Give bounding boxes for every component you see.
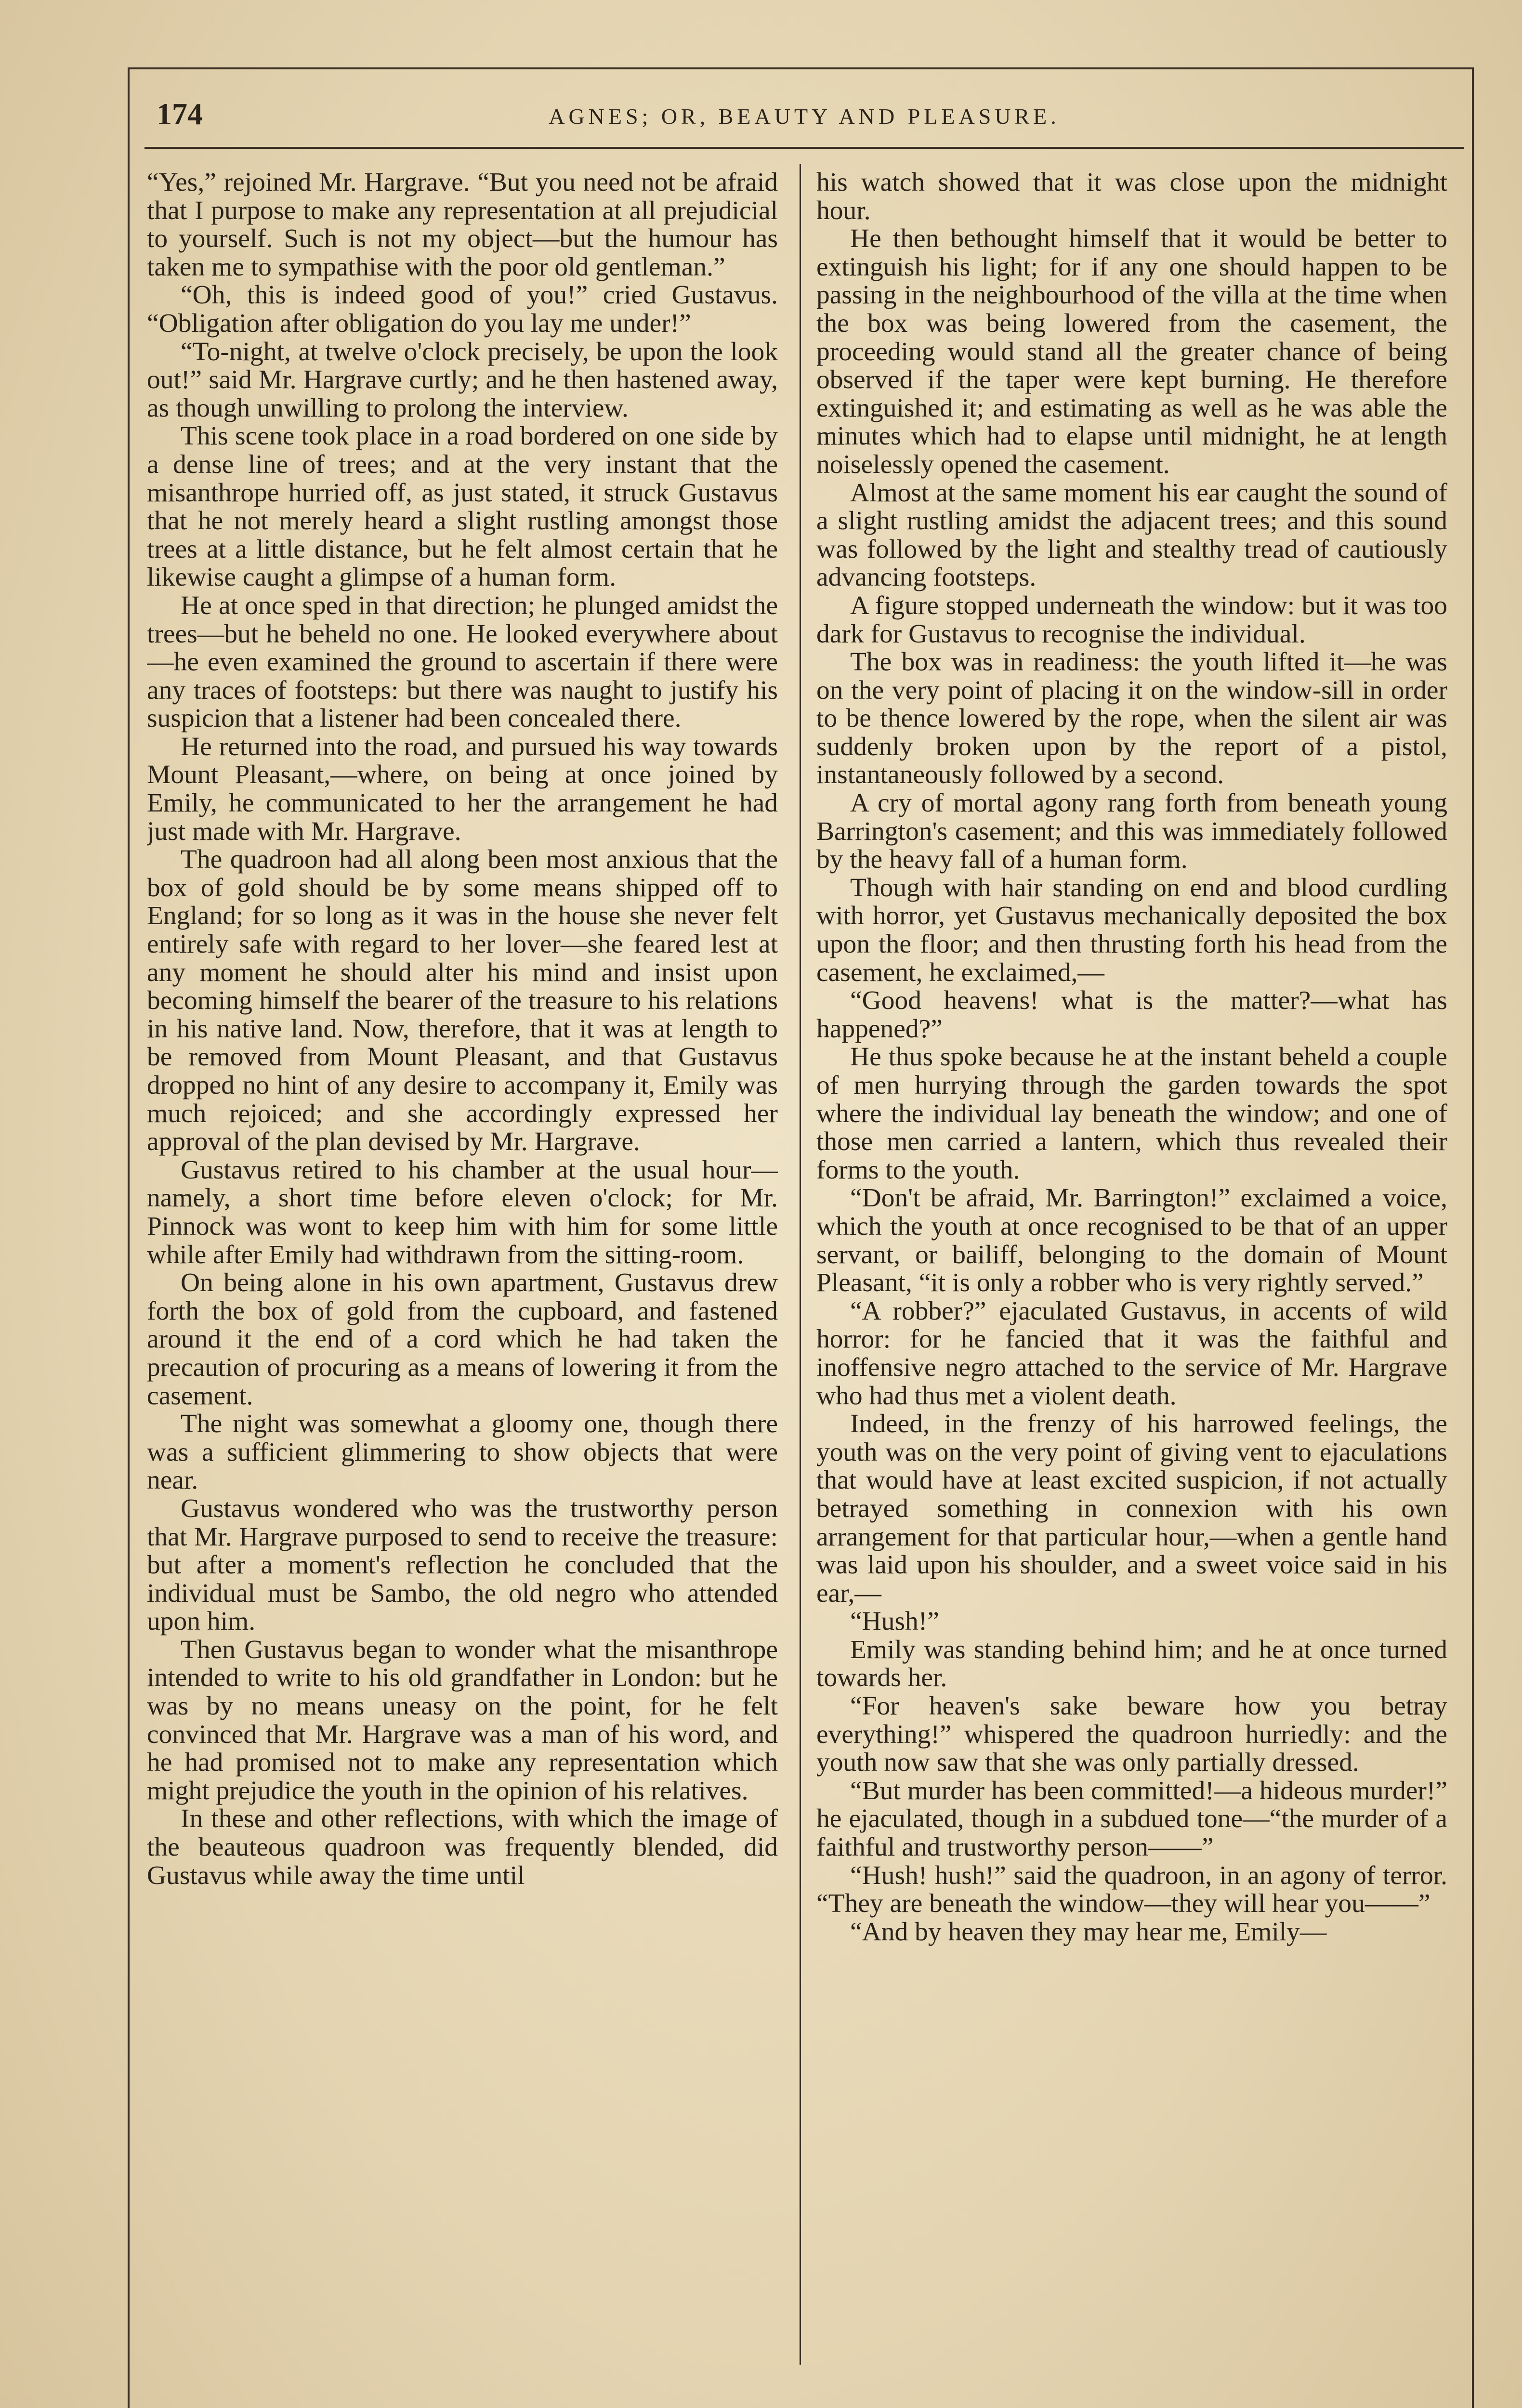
left-column [147, 169, 778, 2374]
top-border-rule [128, 67, 1474, 69]
header-rule [144, 147, 1464, 149]
paragraph: “Hush! hush!” said the quadroon, in an agony of terror. “They are beneath the window—they will hear you——” [816, 1860, 1447, 1919]
paragraph: Though with hair standing on end and blood curdling with horror, yet Gustavus mechanically deposited the box upon the floor; and then thrusting forth his head from the casement, he exclaimed,— [816, 873, 1447, 987]
paragraph: He then bethought himself that it would be better to extinguish his light; for if any one should happen to be passing in the neighbourhood of the villa at the time when the box was being lowered from the casement, the proceeding would stand all the greater chance of being observed if the taper were kept burning. He therefore extinguished it; and estimating as well as he was able the minutes which had to elapse until midnight, he at length noiselessly opened the casement. [816, 224, 1447, 479]
page-number: 174 [157, 97, 203, 131]
paragraph: Indeed, in the frenzy of his harrowed feelings, the youth was on the very point of giving vent to ejaculations that would have at least excited suspicion, if not actually betrayed something in connexion with his own arrangement for that particular hour,—when a gentle hand was laid upon his shoulder, and a sweet voice said in his ear,— [816, 1409, 1447, 1608]
left-border-rule [128, 67, 130, 2408]
running-title: AGNES; OR, BEAUTY AND PLEASURE. [549, 104, 1060, 129]
paragraph: “And by heaven they may hear me, Emily— [850, 1917, 1327, 1947]
paragraph: He at once sped in that direction; he plunged amidst the trees—but he beheld no one. He looked everywhere about—he even examined the ground to ascertain if there were any traces of footsteps: but there was naught to justify his suspicion that a listener had been concealed there. [147, 590, 778, 733]
paragraph: The night was somewhat a gloomy one, though there was a sufficient glimmering to show objects that were near. [147, 1409, 778, 1495]
paragraph: “For heaven's sake beware how you betray everything!” whispered the quadroon hurriedly: and the youth now saw that she was only partially dressed. [816, 1691, 1447, 1778]
paragraph: Almost at the same moment his ear caught the sound of a slight rustling amidst the adjacent trees; and this sound was followed by the light and stealthy tread of cautiously advancing footsteps. [816, 478, 1447, 592]
paragraph: “Good heavens! what is the matter?—what has happened?” [816, 986, 1447, 1044]
paragraph: Gustavus retired to his chamber at the usual hour—namely, a short time before eleven o'clock; for Mr. Pinnock was wont to keep him with him for some little while after Emily had withdrawn from the sitting-room. [147, 1155, 778, 1269]
paragraph: “Hush!” [850, 1607, 939, 1636]
paragraph: Then Gustavus began to wonder what the misanthrope intended to write to his old grandfather in London: but he was by no means uneasy on the point, for he felt convinced that Mr. Hargrave was a man of his word, and he had promised not to make any representation which might prejudice the youth in the opinion of his relatives. [147, 1635, 778, 1806]
paragraph: A figure stopped underneath the window: but it was too dark for Gustavus to recognise the individual. [816, 590, 1447, 649]
paragraph: his watch showed that it was close upon the midnight hour. [816, 169, 1447, 225]
paragraph: The box was in readiness: the youth lifted it—he was on the very point of placing it on the window-sill in order to be thence lowered by the rope, when the silent air was suddenly broken upon by the report of a pistol, instantaneously followed by a second. [816, 647, 1447, 790]
right-column [816, 169, 1447, 2374]
paragraph: He thus spoke because he at the instant beheld a couple of men hurrying through the garden towards the spot where the individual lay beneath the window; and one of those men carried a lantern, which thus revealed their forms to the youth. [816, 1042, 1447, 1185]
paragraph: A cry of mortal agony rang forth from beneath young Barrington's casement; and this was immediately followed by the heavy fall of a human form. [816, 788, 1447, 875]
paragraph: “To-night, at twelve o'clock precisely, be upon the look out!” said Mr. Hargrave curtly; and he then hastened away, as though unwilling to prolong the interview. [147, 337, 778, 423]
paragraph: On being alone in his own apartment, Gustavus drew forth the box of gold from the cupboard, and fastened around it the end of a cord which he had taken the precaution of procuring as a means of lowering it from the casement. [147, 1268, 778, 1411]
paragraph: This scene took place in a road bordered on one side by a dense line of trees; and at the very instant that the misanthrope hurried off, as just stated, it struck Gustavus that he not merely heard a slight rustling amongst those trees at a little distance, but he felt almost certain that he likewise caught a glimpse of a human form. [147, 421, 778, 592]
column-divider [800, 164, 801, 2365]
paragraph: “Oh, this is indeed good of you!” cried Gustavus. “Obligation after obligation do you lay me under!” [147, 280, 778, 338]
right-border-rule [1472, 67, 1474, 2408]
paragraph: He returned into the road, and pursued his way towards Mount Pleasant,—where, on being at once joined by Emily, he communicated to her the arrangement he had just made with Mr. Hargrave. [147, 732, 778, 846]
paragraph: Gustavus wondered who was the trustworthy person that Mr. Hargrave purposed to send to receive the treasure: but after a moment's reflection he concluded that the individual must be Sambo, the old negro who attended upon him. [147, 1493, 778, 1636]
paragraph: “Yes,” rejoined Mr. Hargrave. “But you need not be afraid that I purpose to make any representation at all prejudicial to yourself. Such is not my object—but the humour has taken me to sympathise with the poor old gentleman.” [147, 169, 778, 282]
paragraph: Emily was standing behind him; and he at once turned towards her. [816, 1635, 1447, 1693]
paragraph: “But murder has been committed!—a hideous murder!” he ejaculated, though in a subdued tone—“the murder of a faithful and trustworthy person——” [816, 1776, 1447, 1862]
paragraph: The quadroon had all along been most anxious that the box of gold should be by some means shipped off to England; for so long as it was in the house she never felt entirely safe with regard to her lover—she feared lest at any moment he should alter his mind and insist upon becoming himself the bearer of the treasure to his relations in his native land. Now, therefore, that it was at length to be removed from Mount Pleasant, and that Gustavus dropped no hint of any desire to accompany it, Emily was much rejoiced; and she accordingly expressed her approval of the plan devised by Mr. Hargrave. [147, 845, 778, 1157]
paragraph: “A robber?” ejaculated Gustavus, in accents of wild horror: for he fancied that it was the faithful and inoffensive negro attached to the service of Mr. Hargrave who had thus met a violent death. [816, 1296, 1447, 1411]
paragraph: In these and other reflections, with which the image of the beauteous quadroon was frequently blended, did Gustavus while away the time until [147, 1804, 778, 1890]
paragraph: “Don't be afraid, Mr. Barrington!” exclaimed a voice, which the youth at once recognised to be that of an upper servant, or bailiff, belonging to the domain of Mount Pleasant, “it is only a robber who is very rightly served.” [816, 1183, 1447, 1298]
